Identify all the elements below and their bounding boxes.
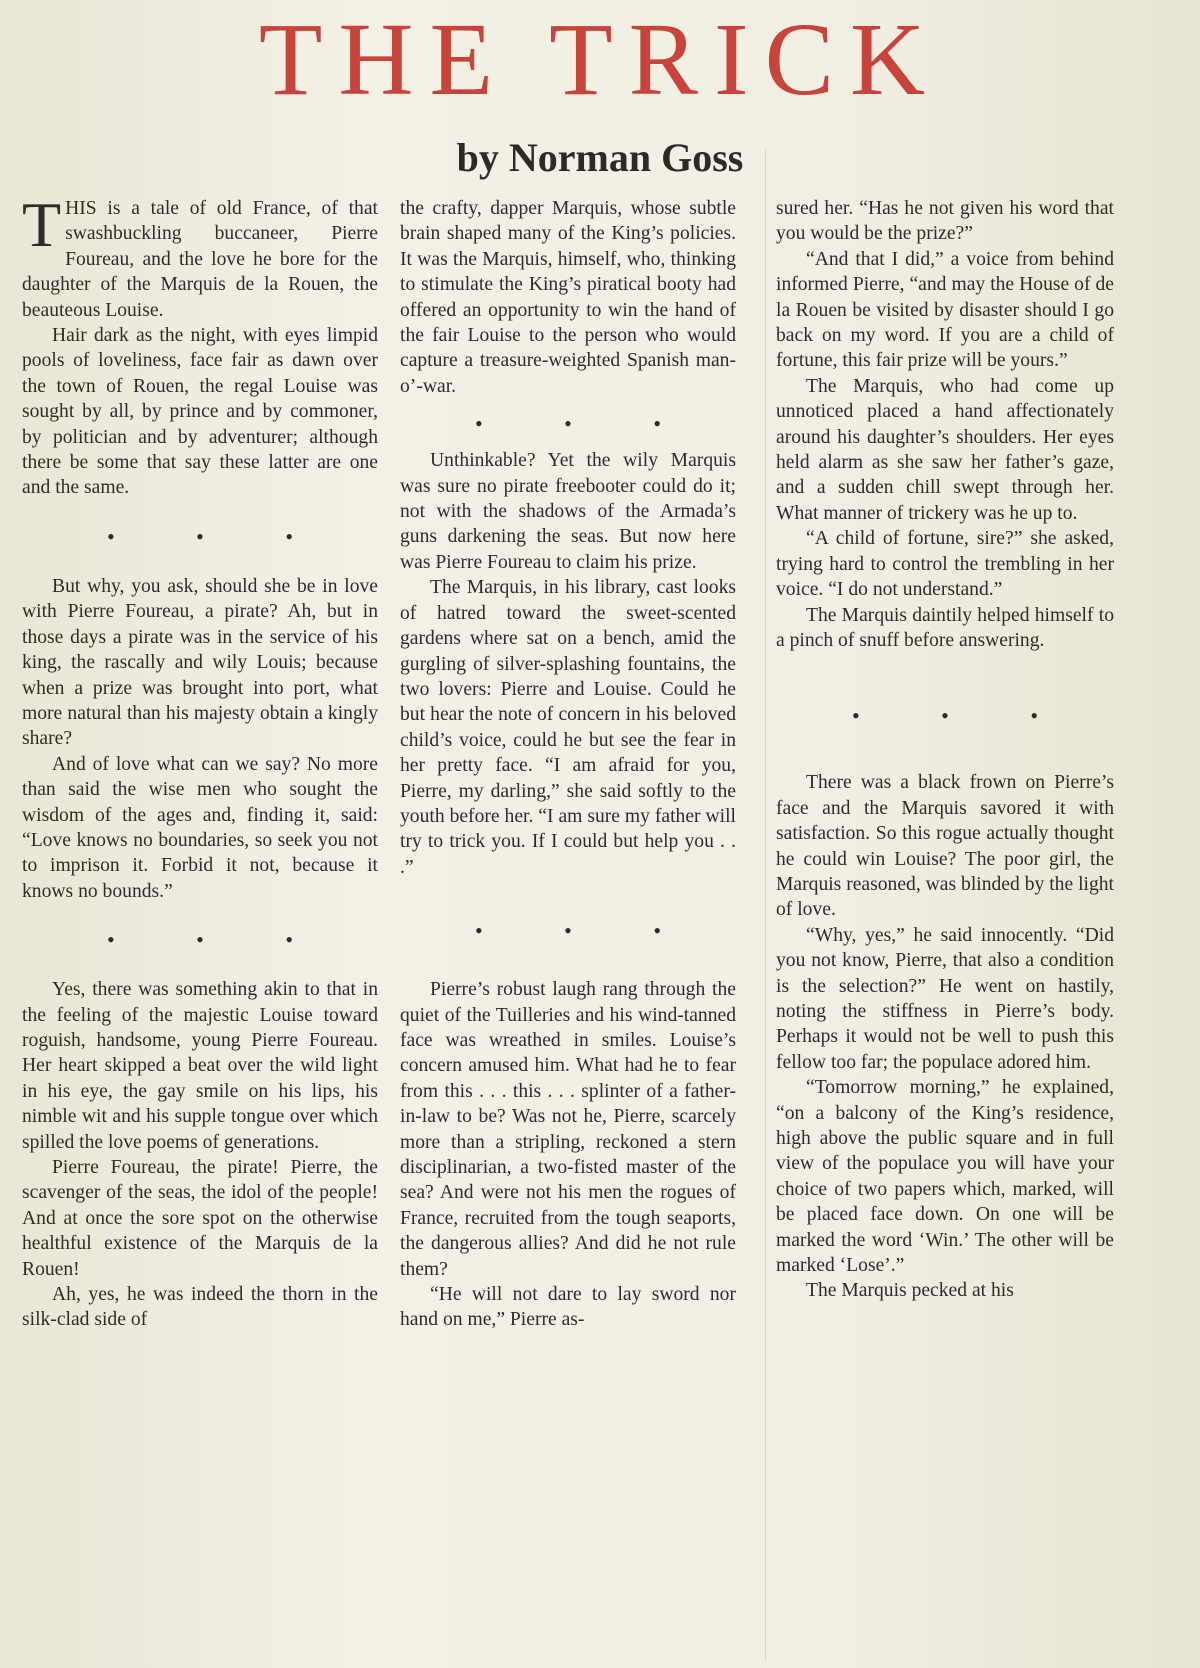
paragraph: Hair dark as the night, with eyes limpid pools of loveliness, face fair as dawn over the town of Rouen, the regal Louise was sought by all, by prince and by commoner, by politician and by adventurer; although there be some that say these latter are one and the same. — [22, 325, 378, 499]
paragraph: And of love what can we say? No more than said the wise men who sought the wisdom of the ages and, finding it, said: “Love knows no boundaries, so seek you not to imprison it. Forbid it not, because it knows no bounds.” — [22, 753, 378, 902]
paragraph: Ah, yes, he was indeed the thorn in the silk-clad side of — [22, 1284, 378, 1331]
text-column-3 — [776, 196, 1114, 1304]
paragraph: “He will not dare to lay sword nor hand on me,” Pierre as- — [400, 1284, 736, 1331]
section-separator: • • • — [474, 411, 700, 437]
paragraph: The Marquis, who had come up unnoticed placed a hand affectionately around his daughter’s shoulders. Her eyes held alarm as she saw her father’s gaze, and a sudden chill swept through her. What manner of trickery was he up to. — [776, 375, 1114, 524]
section-separator: • • • — [106, 523, 332, 549]
paragraph: the crafty, dapper Marquis, whose subtle brain shaped many of the King’s policies. It was the Marquis, himself, who, thinking to stimulate the King’s piratical booty had offered an opportunity to win the hand of the fair Louise to the person who would capture a treasure-weighted Spanish man-o’-war. — [400, 198, 736, 397]
paragraph — [22, 189, 378, 323]
paragraph: sured her. “Has he not given his word that you would be the prize?” — [776, 198, 1114, 245]
paragraph: The Marquis, in his library, cast looks of hatred toward the sweet-scented gardens where sat on a bench, amid the gurgling of silver-splashing fountains, the two lovers: Pierre and Louise. Could he but hear the note of concern in his beloved child’s voice, could he but see the fear in her pretty face. “I am afraid for you, Pierre, my darling,” she said softly to the youth before her. “I am sure my father will try to trick you. If I could but help you . . .” — [400, 577, 736, 878]
paragraph: Pierre Foureau, the pirate! Pierre, the scavenger of the seas, the idol of the people! And at once the sore spot on the otherwise healthful existence of the Marquis de la Rouen! — [22, 1157, 378, 1280]
column-divider — [765, 150, 766, 1660]
paragraph: “Why, yes,” he said innocently. “Did you not know, Pierre, that also a condition is the selection?” He went on hastily, noting the stiffness in Pierre’s body. Perhaps it would not be well to push this fellow too far; the populace adored him. — [776, 924, 1114, 1073]
paragraph-text: is a tale of old France, of that swashbuckling buccaneer, Pierre Foureau, and the love he bore for the daughter of the Marquis de la Rouen, the beauteous Louise. — [22, 198, 378, 321]
paragraph: There was a black frown on Pierre’s face and the Marquis savored it with satisfaction. So this rogue actually thought he could win Louise? The poor girl, the Marquis reasoned, was blinded by the light of love. — [776, 772, 1114, 921]
paragraph: “Tomorrow morning,” he explained, “on a balcony of the King’s residence, high above the public square and in full view of the populace you will have your choice of two papers which, marked, will be placed face down. On one will be marked the word ‘Win.’ The other will be marked ‘Lose’.” — [776, 1077, 1114, 1277]
lead-in: HIS — [65, 198, 97, 219]
story-title: THE TRICK — [258, 2, 942, 117]
section-separator: • • • — [106, 927, 332, 953]
text-column-2 — [400, 196, 736, 1333]
paragraph: Unthinkable? Yet the wily Marquis was sure no pirate freebooter could do it; not with the shadows of the Armada’s guns darkening the seas. But now here was Pierre Foureau to claim his prize. — [400, 450, 736, 573]
paragraph: The Marquis pecked at his — [806, 1280, 1014, 1302]
text-column-1 — [22, 189, 378, 1333]
paragraph: Pierre’s robust laugh rang through the quiet of the Tuilleries and his wind-tanned face was wreathed in smiles. Louise’s concern amused him. What had he to fear from this . . . this . . . splinter of a father-in-law to be? Was not he, Pierre, scarcely more than a stripling, reckoned a stern disciplinarian, a two-fisted master of the sea? And were not his men the rogues of France, recruited from the tough seaports, the dangerous allies? And did he not rule them? — [400, 979, 736, 1280]
paragraph: Yes, there was something akin to that in the feeling of the majestic Louise toward roguish, handsome, young Pierre Foureau. Her heart skipped a beat over the wild light in his eye, the gay smile on his lips, his nimble wit and his supple tongue over which spilled the love poems of generations. — [22, 979, 378, 1153]
byline: by Norman Goss — [456, 135, 744, 180]
paragraph: “And that I did,” a voice from behind informed Pierre, “and may the House of de la Rouen be visited by disaster should I go back on my word. If you are a child of fortune, this fair prize will be yours.” — [776, 248, 1114, 372]
paragraph: “A child of fortune, sire?” she asked, trying hard to control the trembling in her voice. “I do not understand.” — [776, 528, 1114, 601]
drop-cap: T — [22, 189, 62, 260]
section-separator: • • • — [851, 703, 1077, 729]
paragraph: The Marquis daintily helped himself to a pinch of snuff before answering. — [776, 604, 1114, 651]
paragraph: But why, you ask, should she be in love with Pierre Foureau, a pirate? Ah, but in those days a pirate was in the service of his king, the rascally and wily Louis; because when a prize was brought into port, what more natural than his majesty obtain a kingly share? — [22, 575, 378, 750]
section-separator: • • • — [474, 918, 700, 944]
